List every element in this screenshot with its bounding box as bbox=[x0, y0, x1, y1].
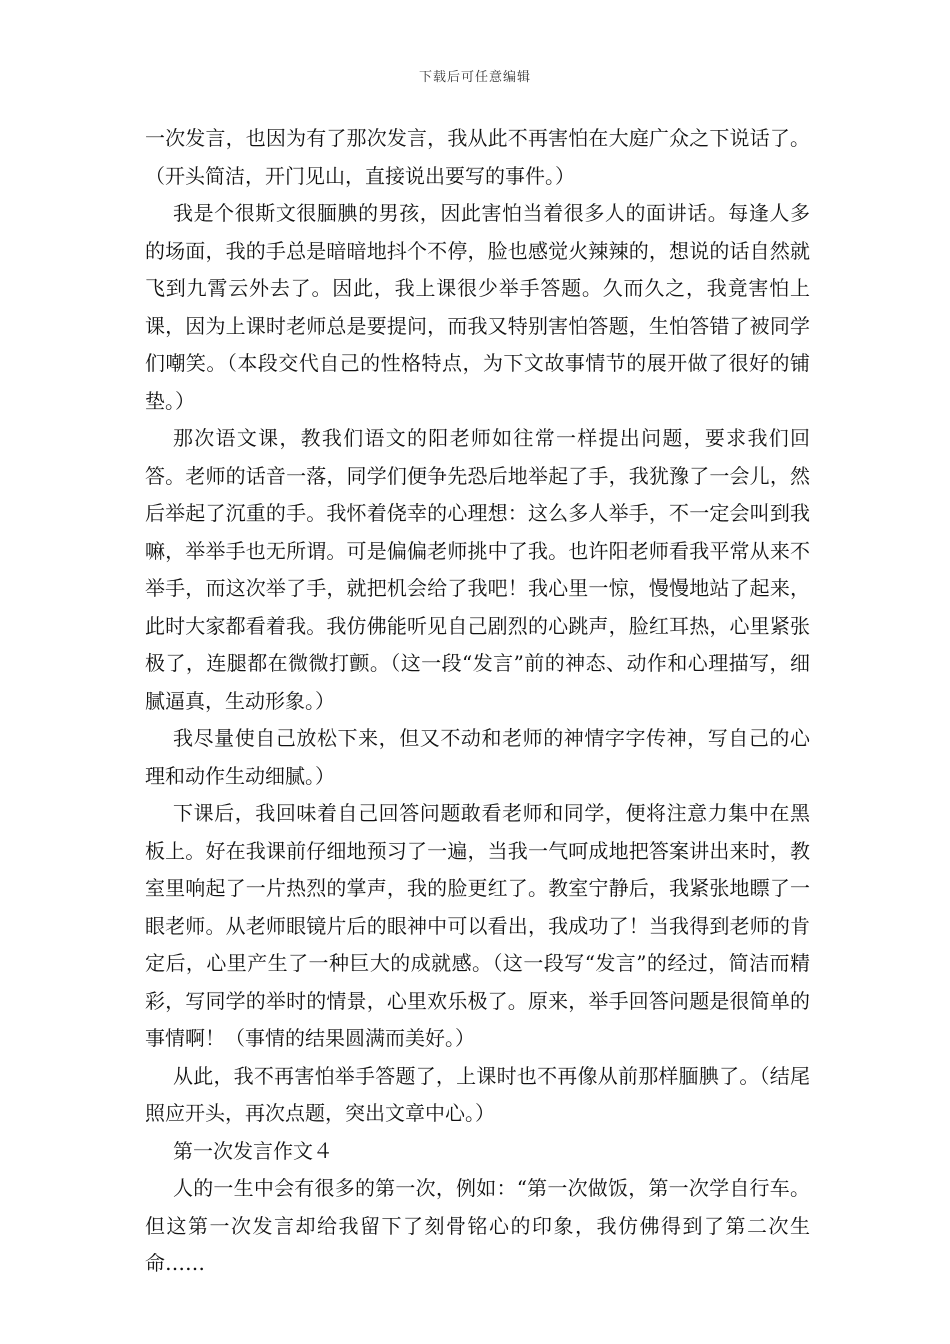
paragraph-chinese-class: 那次语文课，教我们语文的阳老师如往常一样提出问题，要求我们回答。老师的话音一落，同学们便争先恐后地举起了手，我犹豫了一会儿，然后举起了沉重的手。我怀着侥幸的心理想：这么多人举手，不一定会叫到我嘛，举举手也无所谓。可是偏偏老师挑中了我。也许阳老师看我平常从来不举手，而这次举了手，就把机会给了我吧！我心里一惊，慢慢地站了起来，此时大家都看着我。我仿佛能听见自己剧烈的心跳声，脸红耳热，心里紧张极了，连腿都在微微打颤。（这一段“发言”前的神态、动作和心理描写，细腻逼真，生动形象。） bbox=[145, 426, 810, 713]
paragraph-essay-4-intro: 人的一生中会有很多的第一次，例如：“第一次做饭，第一次学自行车。但这第一次发言却给我留下了刻骨铭心的印象，我仿佛得到了第二次生命…… bbox=[145, 1176, 810, 1275]
paragraph-character-intro: 我是个很斯文很腼腆的男孩，因此害怕当着很多人的面讲话。每逢人多的场面，我的手总是暗暗地抖个不停，脸也感觉火辣辣的，想说的话自然就飞到九霄云外去了。因此，我上课很少举手答题。久而久之，我竟害怕上课，因为上课时老师总是要提问，而我又特别害怕答题，生怕答错了被同学们嘲笑。（本段交代自己的性格特点，为下文故事情节的展开做了很好的铺垫。） bbox=[145, 201, 810, 413]
paragraph-conclusion: 从此，我不再害怕举手答题了，上课时也不再像从前那样腼腆了。（结尾照应开头，再次点题，突出文章中心。） bbox=[145, 1063, 810, 1125]
paragraph-after-class: 下课后，我回味着自己回答问题敢看老师和同学，便将注意力集中在黑板上。好在我课前仔细地预习了一遍，当我一气呵成地把答案讲出来时，教室里响起了一片热烈的掌声，我的脸更红了。教室宁静后，我紧张地瞟了一眼老师。从老师眼镜片后的眼神中可以看出，我成功了！当我得到老师的肯定后，心里产生了一种巨大的成就感。（这一段写“发言”的经过，简洁而精彩，写同学的举时的情景，心里欢乐极了。原来，举手回答问题是很简单的事情啊！（事情的结果圆满而美好。） bbox=[145, 801, 810, 1050]
section-heading-essay-4: 第一次发言作文４ bbox=[173, 1138, 333, 1163]
document-body bbox=[145, 120, 810, 1283]
paragraph-relax: 我尽量使自己放松下来，但又不动和老师的神情字字传神，写自己的心理和动作生动细腻。） bbox=[145, 726, 810, 788]
paragraph-opening-continuation: 一次发言，也因为有了那次发言，我从此不再害怕在大庭广众之下说话了。（开头简洁，开门见山，直接说出要写的事件。） bbox=[145, 126, 810, 188]
page-header-note: 下载后可任意编辑 bbox=[418, 70, 531, 85]
